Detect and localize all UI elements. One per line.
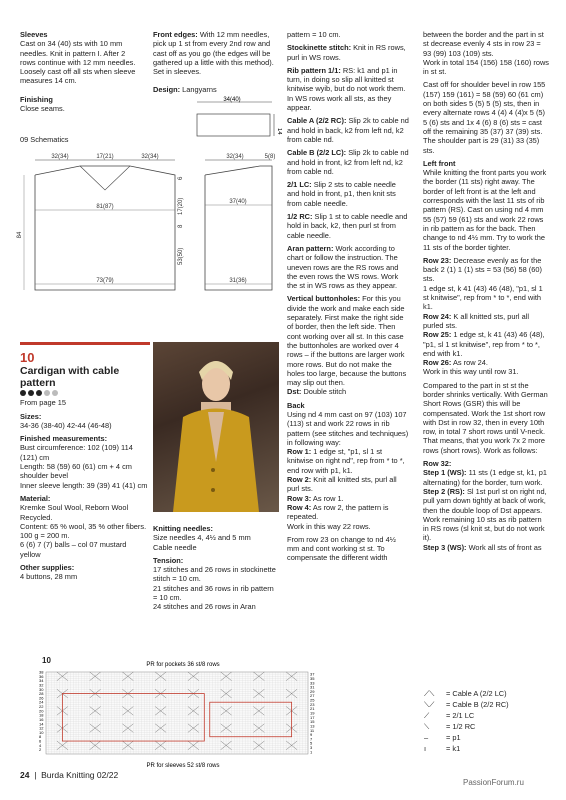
chart-number: 10	[42, 656, 51, 665]
step3-heading: Step 3 (WS):	[423, 542, 467, 552]
cable-a-heading: Cable A (2/2 RC):	[287, 116, 347, 126]
row23-text: From row 23 on change to nd 4½ mm and cont working st st. To compensate the different width	[287, 534, 396, 563]
measurements-heading: Finished measurements:	[20, 434, 108, 444]
supplies-heading: Other supplies:	[20, 563, 75, 573]
chart-row-number: 5	[310, 740, 313, 746]
chart-row-number-even: 14	[39, 721, 44, 727]
legend-symbol-icon: ı	[424, 744, 427, 753]
aran-heading: Aran pattern:	[287, 243, 334, 253]
needles-heading: Knitting needles:	[153, 524, 213, 533]
chart-row-number: 27	[310, 693, 315, 699]
instructions-column	[423, 30, 549, 552]
height-total: 84	[17, 231, 23, 239]
lf-row26-text: As row 24.	[453, 358, 488, 368]
chart-bottom-label: PR for sleeves 52 st/8 rows	[146, 763, 220, 768]
tension-1: 17 stitches and 26 rows in stockinette stitch = 10 cm.	[153, 565, 276, 584]
back-heading: Back	[287, 400, 305, 410]
chart-row-number-even: 34	[39, 678, 44, 684]
magazine-name: Burda Knitting	[41, 770, 95, 780]
chart-row-number: 11	[310, 727, 315, 733]
front-edges-text: With 12 mm needles, pick up 1 st from every 2nd row and cast off as you go (the edges will be gathered up a little with this method). Set in sleeves.	[153, 30, 274, 77]
sizes-heading: Sizes:	[20, 411, 42, 421]
sleeve-width-label: 34(40)	[223, 97, 241, 103]
row1-text: 1 edge st, "p1, sl 1 st knitwise on right nd", rep from * to *, end row with p1, k1.	[287, 447, 405, 475]
material-heading: Material:	[20, 493, 51, 503]
front-edges-heading: Front edges:	[153, 30, 198, 39]
height-1: 6	[178, 176, 184, 180]
legend-equals: =	[446, 711, 453, 720]
page-number: 24	[20, 770, 30, 780]
aran-text: Work according to chart or follow the instruction. The uneven rows are the RS rows and the even rows the WS rows. Work the st in WS rows as they appear.	[287, 243, 399, 291]
legend-symbol-icon: ⟍	[424, 722, 430, 731]
step3-text: Work all sts of front as	[468, 542, 542, 552]
pattern-title: Cardigan with cable pattern	[20, 365, 120, 389]
lf-row23-extra: 1 edge st, k 41 (43) 46 (48), "p1, sl 1 st knitwise", rep from * to *, end with k1.	[423, 283, 543, 312]
chart-row-number-even: 2	[39, 747, 42, 753]
chart-row-number-even: 36	[39, 673, 44, 679]
tension-cont: pattern = 10 cm.	[287, 30, 341, 39]
height-3: 8	[178, 224, 184, 228]
needles-2: Cable needle	[153, 542, 197, 552]
cardigan-photo	[153, 342, 279, 512]
legend-label: 2/1 LC	[452, 711, 475, 720]
buttonholes-heading: Vertical buttonholes:	[287, 294, 361, 304]
cable-a-text: Slip 2k to cable nd and hold in back, k2 from left nd, k2 from cable nd.	[287, 116, 409, 144]
body-schematic	[10, 150, 282, 300]
difficulty-dot	[52, 390, 58, 396]
legend-label: p1	[452, 733, 461, 742]
legend-label: 1/2 RC	[452, 722, 476, 731]
legend-label: Cable A (2/2 LC)	[452, 689, 507, 698]
lf-row23-text: Decrease evenly as for the back 2 (1) 1 (1) sts = 53 (56) 58 (60) sts.	[423, 255, 542, 284]
material-2: Content: 65 % wool, 35 % other fibers. 100 g = 200 m.	[20, 521, 147, 541]
cable-b-text: Slip 2k to cable nd and hold in front, k2 from left nd, k2 from cable nd.	[287, 148, 409, 176]
section-divider	[20, 342, 150, 345]
legend-equals: =	[446, 700, 453, 709]
c4-p4: The shoulder part is 29 (31) 33 (35) sts.	[423, 136, 540, 155]
height-4: 53(50)	[178, 247, 184, 265]
difficulty-dot	[28, 390, 34, 396]
chart-row-number-even: 28	[39, 691, 44, 697]
measurement-length: Length: 58 (59) 60 (61) cm + 4 cm shoulder bevel	[20, 462, 132, 481]
stockinette-heading: Stockinette stitch:	[287, 43, 352, 53]
lf-row25-text: 1 edge st, k 41 (43) 46 (48), "p1, sl 1 st knitwise", rep from * to *, end with k1.	[423, 330, 545, 358]
c4-p2: Work in total 154 (156) 158 (160) rows in st st.	[423, 57, 549, 77]
legend-label: k1	[452, 744, 461, 753]
needles-1: Size needles 4, 4½ and 5 mm	[153, 533, 251, 543]
sizes-text: 34-36 (38-40) 42-44 (46-48)	[20, 420, 112, 430]
chart-row-number: 1	[310, 749, 313, 755]
rib-text: RS: k1 and p1 in turn, in doing so slip all knitted st knitwise wyib, but do not work them. In WS rows work all sts, as they appear.	[287, 65, 406, 113]
chart-row-number-even: 18	[39, 712, 44, 718]
page-footer: 24 | Burda Knitting 02/22	[20, 770, 119, 780]
chart-row-number: 7	[310, 736, 313, 742]
lf-row23-heading: Row 23:	[423, 255, 452, 265]
sleeves-heading: Sleeves	[20, 30, 48, 39]
step1-heading: Step 1 (WS):	[423, 468, 467, 478]
needles-tension	[153, 524, 279, 612]
front-edges-section	[153, 30, 275, 95]
left-front-heading: Left front	[423, 158, 456, 168]
schematics-title: 09 Schematics	[20, 135, 69, 144]
rc-heading: 1/2 RC:	[287, 212, 313, 222]
c4-p5: Compared to the part in st st the border shrinks vertically. With German Short Rows (GSR) this will be compensated. Work the 1st short row with Dst in row 32, then in every 10th row, in total 7 short rows until V-neck. That means, that you work 7x 2 more rows (short rows). Work as follows:	[423, 380, 548, 455]
sleeves-text: Cast on 34 (40) sts with 10 mm needles. Knit in pattern I. After 2 rows continue with 12 mm needles. Loosely cast off all sts when sleeve measures 14 cm.	[20, 39, 136, 86]
stockinette-text: Knit in RS rows, purl in WS rows.	[287, 43, 406, 62]
pattern-number: 10	[20, 350, 35, 365]
watermark: PassionForum.ru	[463, 778, 524, 787]
finishing-text: Close seams.	[20, 104, 65, 114]
row32-heading: Row 32:	[423, 459, 452, 469]
design-heading: Design:	[153, 85, 181, 95]
step1-text: 11 sts (1 edge st, k1, p1 alternating) for the border, turn work.	[423, 468, 547, 487]
lc-heading: 2/1 LC:	[287, 180, 312, 190]
sleeves-section	[20, 30, 138, 113]
chart-row-number: 23	[310, 701, 315, 707]
step2-text: Sl 1st purl st on right nd, pull yarn down tightly at back of work, then the double loop of Dst appears. Work remaining 10 sts as rib pattern in RS rows (sl knit st, but do not work it).	[423, 486, 547, 543]
legend-item	[424, 699, 509, 710]
rc-text: Slip 1 st to cable needle and hold in back, k2, then purl st from cable needle.	[287, 212, 408, 240]
chart-row-number-even: 12	[39, 725, 44, 731]
row3-heading: Row 3:	[287, 493, 312, 503]
row2-heading: Row 2:	[287, 475, 312, 485]
lc-text: Slip 2 sts to cable needle and hold in front, p1, then knit sts from cable needle.	[287, 180, 396, 208]
chart-row-number-even: 26	[39, 695, 44, 701]
row4-extra: Work in this way 22 rows.	[287, 521, 371, 531]
difficulty-dot	[36, 390, 42, 396]
legend-symbol-icon: ⟋⟍	[424, 689, 435, 698]
chart-row-number: 21	[310, 706, 315, 712]
difficulty-dot	[44, 390, 50, 396]
width-37: 37(40)	[229, 199, 247, 205]
legend-item	[424, 710, 509, 721]
chart-row-number: 3	[310, 745, 313, 751]
legend-symbol-icon: –	[424, 733, 429, 742]
chart-row-number: 29	[310, 688, 315, 694]
chart-row-number: 13	[310, 723, 315, 729]
chart-row-number: 35	[310, 675, 315, 681]
chart-row-number-even: 16	[39, 716, 44, 722]
row1-heading: Row 1:	[287, 447, 312, 457]
chart-legend	[424, 688, 509, 754]
chart-row-number: 37	[310, 671, 315, 677]
chart-row-number: 25	[310, 697, 315, 703]
chart-row-number-even: 6	[39, 738, 42, 744]
legend-equals: =	[446, 744, 453, 753]
step2-heading: Step 2 (RS):	[423, 486, 465, 496]
material-3: 6 (6) 7 (7) balls – col 07 mustard yellow	[20, 540, 127, 559]
sleeve-schematic	[152, 96, 282, 141]
width-31: 31(36)	[229, 278, 247, 284]
from-page: From page 15	[20, 398, 67, 408]
chart-row-number-even: 4	[39, 742, 42, 748]
design-text: Langyarns	[182, 85, 217, 95]
legend-symbol-icon: ⟋	[424, 711, 430, 720]
top-width-5: 5(8)	[264, 154, 276, 160]
legend-item	[424, 732, 509, 743]
tension-heading: Tension:	[153, 555, 184, 565]
top-width-3: 32(34)	[141, 154, 159, 160]
chart-row-number-even: 24	[39, 699, 44, 705]
c4-p1: between the border and the part in st st decrease evenly 4 sts in row 23 = 93 (99) 103 (109) sts.	[423, 30, 544, 58]
chart-row-number-even: 10	[39, 729, 44, 735]
difficulty-dot	[20, 390, 26, 396]
legend-equals: =	[446, 733, 453, 742]
measurement-sleeve: Inner sleeve length: 39 (39) 41 (41) cm	[20, 480, 148, 490]
c4-p3: Cast off for shoulder bevel in row 155 (157) 159 (161) = 58 (59) 60 (61 cm) on both sides 5 (5) 5 (5) sts, then in every alternate rows 4 (4) 4 (4)x 5 (5) 5 (6) sts and 1x 4 (6) 8 (6) sts = cast off the remaining 35 (37) 37 (39) sts.	[423, 80, 546, 136]
height-2: 17(20)	[178, 197, 184, 215]
lf-row25-heading: Row 25:	[423, 330, 452, 340]
supplies-text: 4 buttons, 28 mm	[20, 572, 78, 582]
chart-row-number: 19	[310, 710, 315, 716]
pattern-info	[20, 350, 148, 582]
legend-equals: =	[446, 722, 453, 731]
chart-row-number-even: 22	[39, 704, 44, 710]
width-73: 73(79)	[96, 278, 114, 284]
chart-row-number: 9	[310, 732, 313, 738]
material-1: Kremke Soul Wool, Reborn Wool Recycled.	[20, 503, 129, 522]
stitches-column	[287, 30, 409, 563]
row4-heading: Row 4:	[287, 502, 312, 512]
legend-label: Cable B (2/2 RC)	[452, 700, 509, 709]
lf-row26-extra: Work in this way until row 31.	[423, 367, 519, 377]
chart-row-number: 31	[310, 684, 315, 690]
row3-text: As row 1.	[312, 493, 344, 503]
top-width-1: 32(34)	[51, 154, 69, 160]
back-text: Using nd 4 mm cast on 97 (103) 107 (113) st and work 22 rows in rib pattern (see stitches and techniques) in following way:	[287, 409, 409, 447]
legend-symbol-icon: ⟍⟋	[424, 700, 435, 709]
rib-heading: Rib pattern 1/1:	[287, 65, 341, 75]
width-81: 81(87)	[96, 204, 114, 210]
dst-heading: Dst:	[287, 387, 302, 397]
measurement-bust: Bust circumference: 102 (109) 114 (121) cm	[20, 443, 133, 462]
chart-top-label: PR for pockets 36 st/8 rows	[146, 662, 220, 668]
lf-row24-text: K all knitted sts, purl all purled sts.	[423, 311, 529, 330]
dst-text: Double stitch	[303, 387, 347, 397]
tension-2: 21 stitches and 36 rows in rib pattern = 10 cm.	[153, 583, 274, 603]
chart-row-number-even: 8	[39, 734, 42, 740]
aran-chart	[38, 660, 328, 768]
cable-b-heading: Cable B (2/2 LC):	[287, 148, 347, 158]
tension-3: 24 stitches and 26 rows in Aran	[153, 602, 256, 612]
chart-row-number-even: 20	[39, 708, 44, 714]
sleeve-height-label: 14	[276, 128, 282, 135]
chart-row-number: 33	[310, 680, 315, 686]
legend-item	[424, 688, 509, 699]
finishing-heading: Finishing	[20, 94, 53, 104]
chart-row-number-even: 32	[39, 682, 44, 688]
chart-row-number-even: 30	[39, 686, 44, 692]
chart-row-number-even: 38	[39, 669, 44, 675]
chart-row-number: 15	[310, 719, 315, 725]
left-front-text: While knitting the front parts you work the border (11 sts) right away. The border of left front is at the left and corresponds with the last 11 sts of rib pattern (RS). Cast on using nd 4 mm 55 (57) 59 (61) sts and work 22 rows in rib pattern as for the back. Then change to nd 4½ mm. Try to work the 11 sts of the border tighter.	[423, 168, 547, 252]
row4-text: As row 2, the pattern is repeated.	[287, 502, 389, 522]
difficulty-rating	[20, 389, 148, 398]
lf-row26-heading: Row 26:	[423, 358, 452, 368]
legend-item	[424, 743, 509, 754]
lf-row24-heading: Row 24:	[423, 311, 452, 321]
issue: 02/22	[96, 770, 119, 780]
row2-text: Knit all knitted sts, purl all purl sts.	[287, 475, 397, 494]
legend-item	[424, 721, 509, 732]
top-width-4: 32(34)	[226, 154, 244, 160]
chart-row-number: 17	[310, 714, 315, 720]
top-width-2: 17(21)	[96, 154, 114, 160]
legend-equals: =	[446, 689, 453, 698]
buttonholes-text: For this you divide the work and make each side separately. First make the right side of border, then the left side. Then cont working over all st. In this case the buttonholes are worked over 4 rows – if the buttons are larger work more rows. But do not make the holes too large, because the buttons may slip out then.	[287, 294, 407, 388]
